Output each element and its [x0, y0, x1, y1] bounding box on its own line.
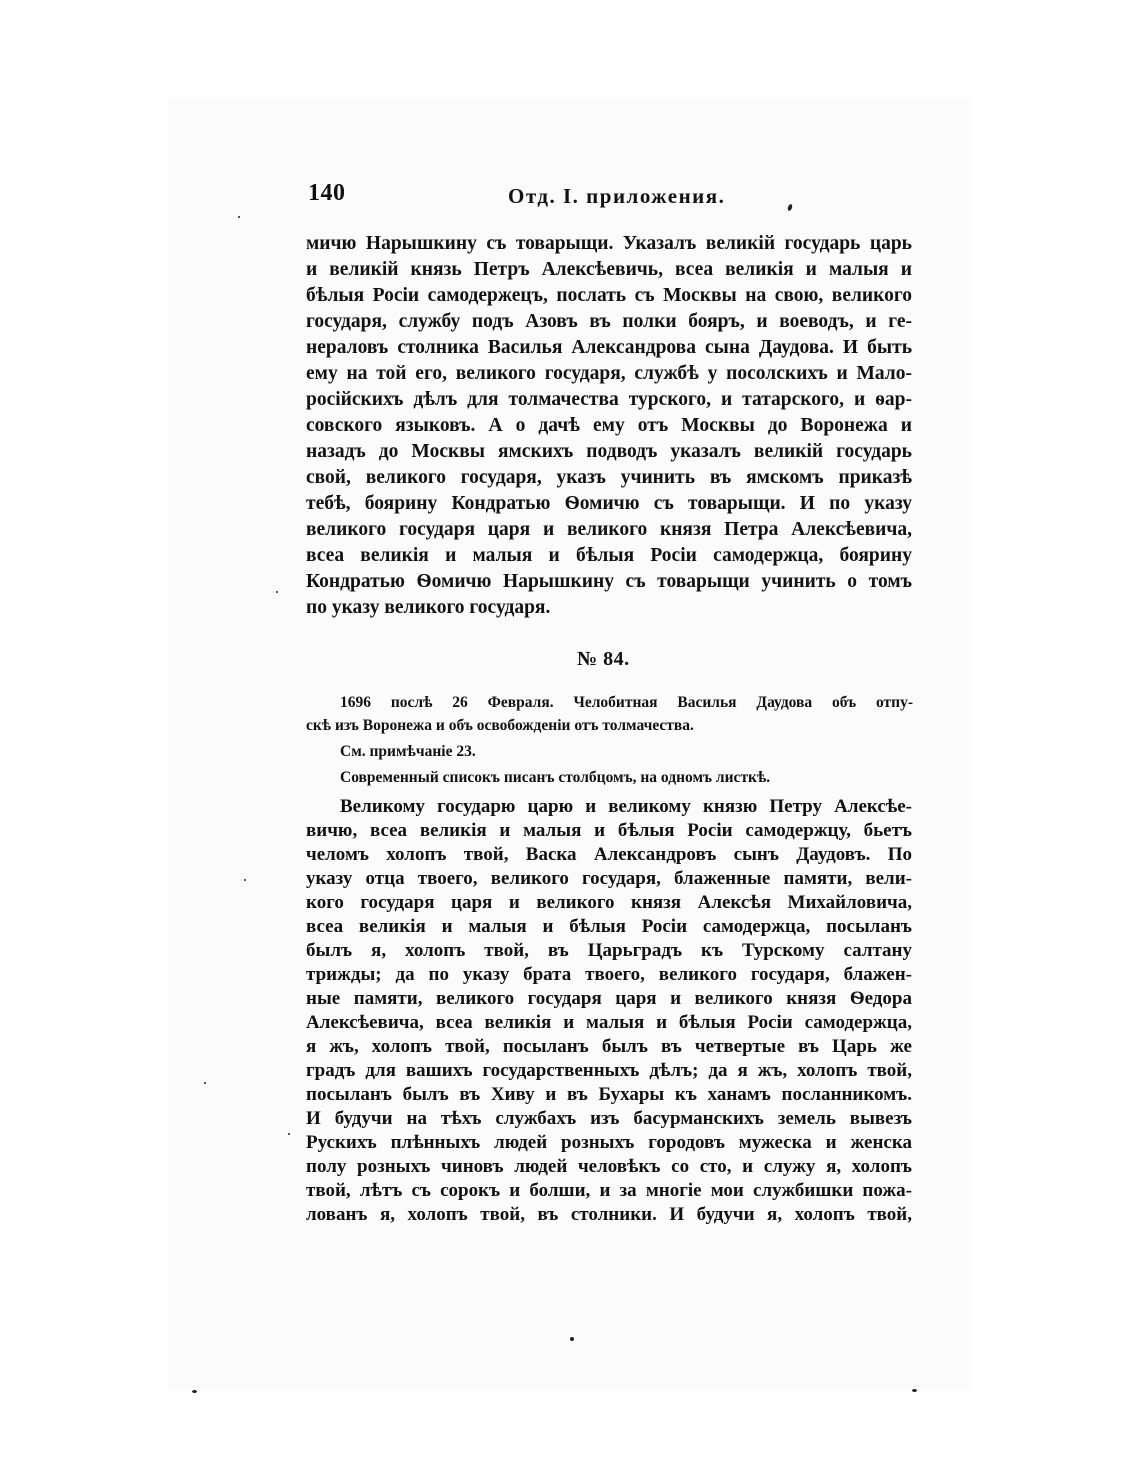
text-line: по указу великого государя.: [306, 597, 551, 618]
scan-speck: [288, 1133, 290, 1135]
text-line: указу отца твоего, великого государя, блаженные памяти, вели-: [306, 868, 912, 889]
scan-speck: [204, 1082, 206, 1084]
scan-speck: [238, 216, 240, 218]
document-number: № 84.: [577, 648, 630, 670]
text-line: челомъ холопъ твой, Васка Александровъ сынъ Даудовъ. По: [306, 844, 912, 865]
text-line: всеа великія и малыя и бѣлыя Росіи самодержца, посыланъ: [306, 916, 912, 937]
summary-line: скѣ изъ Воронежа и объ освобожденіи отъ толмачества.: [306, 717, 694, 734]
text-line: и великій князь Петръ Алексѣевичь, всеа великія и малыя и: [306, 259, 912, 280]
text-line: полу розныхъ чиновъ людей человѣкъ со сто, и служу я, холопъ: [306, 1156, 912, 1177]
scan-speck: [570, 1337, 574, 1341]
text-line: совского языковъ. А о дачѣ ему отъ Москвы до Воронежа и: [306, 415, 912, 436]
text-line: всеа великія и малыя и бѣлыя Росіи самодержца, боярину: [306, 545, 912, 566]
note-reference: См. примѣчаніе 23.: [340, 743, 476, 760]
text-line: Кондратью Ѳомичю Нарышкину съ товарыщи учинить о томъ: [306, 571, 912, 592]
text-line: былъ я, холопъ твой, въ Царьградъ къ Турскому салтану: [306, 940, 912, 961]
text-line: Великому государю царю и великому князю Петру Алексѣе-: [340, 796, 912, 817]
source-note: Современный списокъ писанъ столбцомъ, на одномъ листкѣ.: [340, 769, 771, 786]
text-line: я жъ, холопъ твой, посыланъ былъ въ четвертые въ Царь же: [306, 1036, 912, 1057]
text-line: И будучи на тѣхъ службахъ изъ басурманскихъ земель вывезъ: [306, 1108, 912, 1129]
text-line: мичю Нарышкину съ товарыщи. Указалъ великій государь царь: [306, 233, 912, 254]
text-line: посыланъ былъ въ Хиву и въ Бухары къ ханамъ посланникомъ.: [306, 1084, 912, 1105]
running-head: Отд. I. приложения.: [508, 184, 726, 208]
text-line: трижды; да по указу брата твоего, великого государя, блажен-: [306, 964, 912, 985]
page-number: 140: [308, 180, 346, 206]
scan-speck: [244, 879, 246, 881]
text-line: Алексѣевича, всеа великія и малыя и бѣлыя Росіи самодержца,: [306, 1012, 912, 1033]
text-line: ные памяти, великого государя царя и великого князя Ѳедора: [306, 988, 912, 1009]
text-line: назадъ до Москвы ямскихъ подводъ указалъ великій государь: [306, 441, 912, 462]
scan-speck: [912, 1389, 917, 1392]
text-line: російскихъ дѣлъ для толмачества турского, и татарского, и ѳар-: [306, 389, 912, 410]
text-line: нераловъ столника Василья Александрова сына Даудова. И быть: [306, 337, 912, 358]
text-line: свой, великого государя, указъ учинить въ ямскомъ приказѣ: [306, 467, 912, 488]
text-line: тебѣ, боярину Кондратью Ѳомичю съ товарыщи. И по указу: [306, 493, 912, 514]
text-line: лованъ я, холопъ твой, въ столники. И будучи я, холопъ твой,: [306, 1204, 912, 1225]
text-line: градъ для вашихъ государственныхъ дѣлъ; да я жъ, холопъ твой,: [306, 1060, 912, 1081]
text-line: Рускихъ плѣнныхъ людей розныхъ городовъ мужеска и женска: [306, 1132, 912, 1153]
text-line: вичю, всеа великія и малыя и бѣлыя Росіи самодержцу, бьетъ: [306, 820, 912, 841]
text-line: бѣлыя Росіи самодержецъ, послать съ Москвы на свою, великого: [306, 285, 912, 306]
text-line: ему на той его, великого государя, службѣ у посолскихъ и Мало-: [306, 363, 912, 384]
text-line: государя, службу подъ Азовъ въ полки бояръ, и воеводъ, и ге-: [306, 311, 912, 332]
text-line: кого государя царя и великого князя Алексѣя Михайловича,: [306, 892, 912, 913]
scan-speck: [276, 591, 278, 593]
text-line: твой, лѣтъ съ сорокъ и болши, и за многіе мои службишки пожа-: [306, 1180, 912, 1201]
text-line: великого государя царя и великого князя Петра Алексѣевича,: [306, 519, 912, 540]
scan-speck: [192, 1390, 197, 1393]
summary-line: 1696 послѣ 26 Февраля. Челобитная Василья Даудова объ отпу-: [340, 694, 913, 711]
